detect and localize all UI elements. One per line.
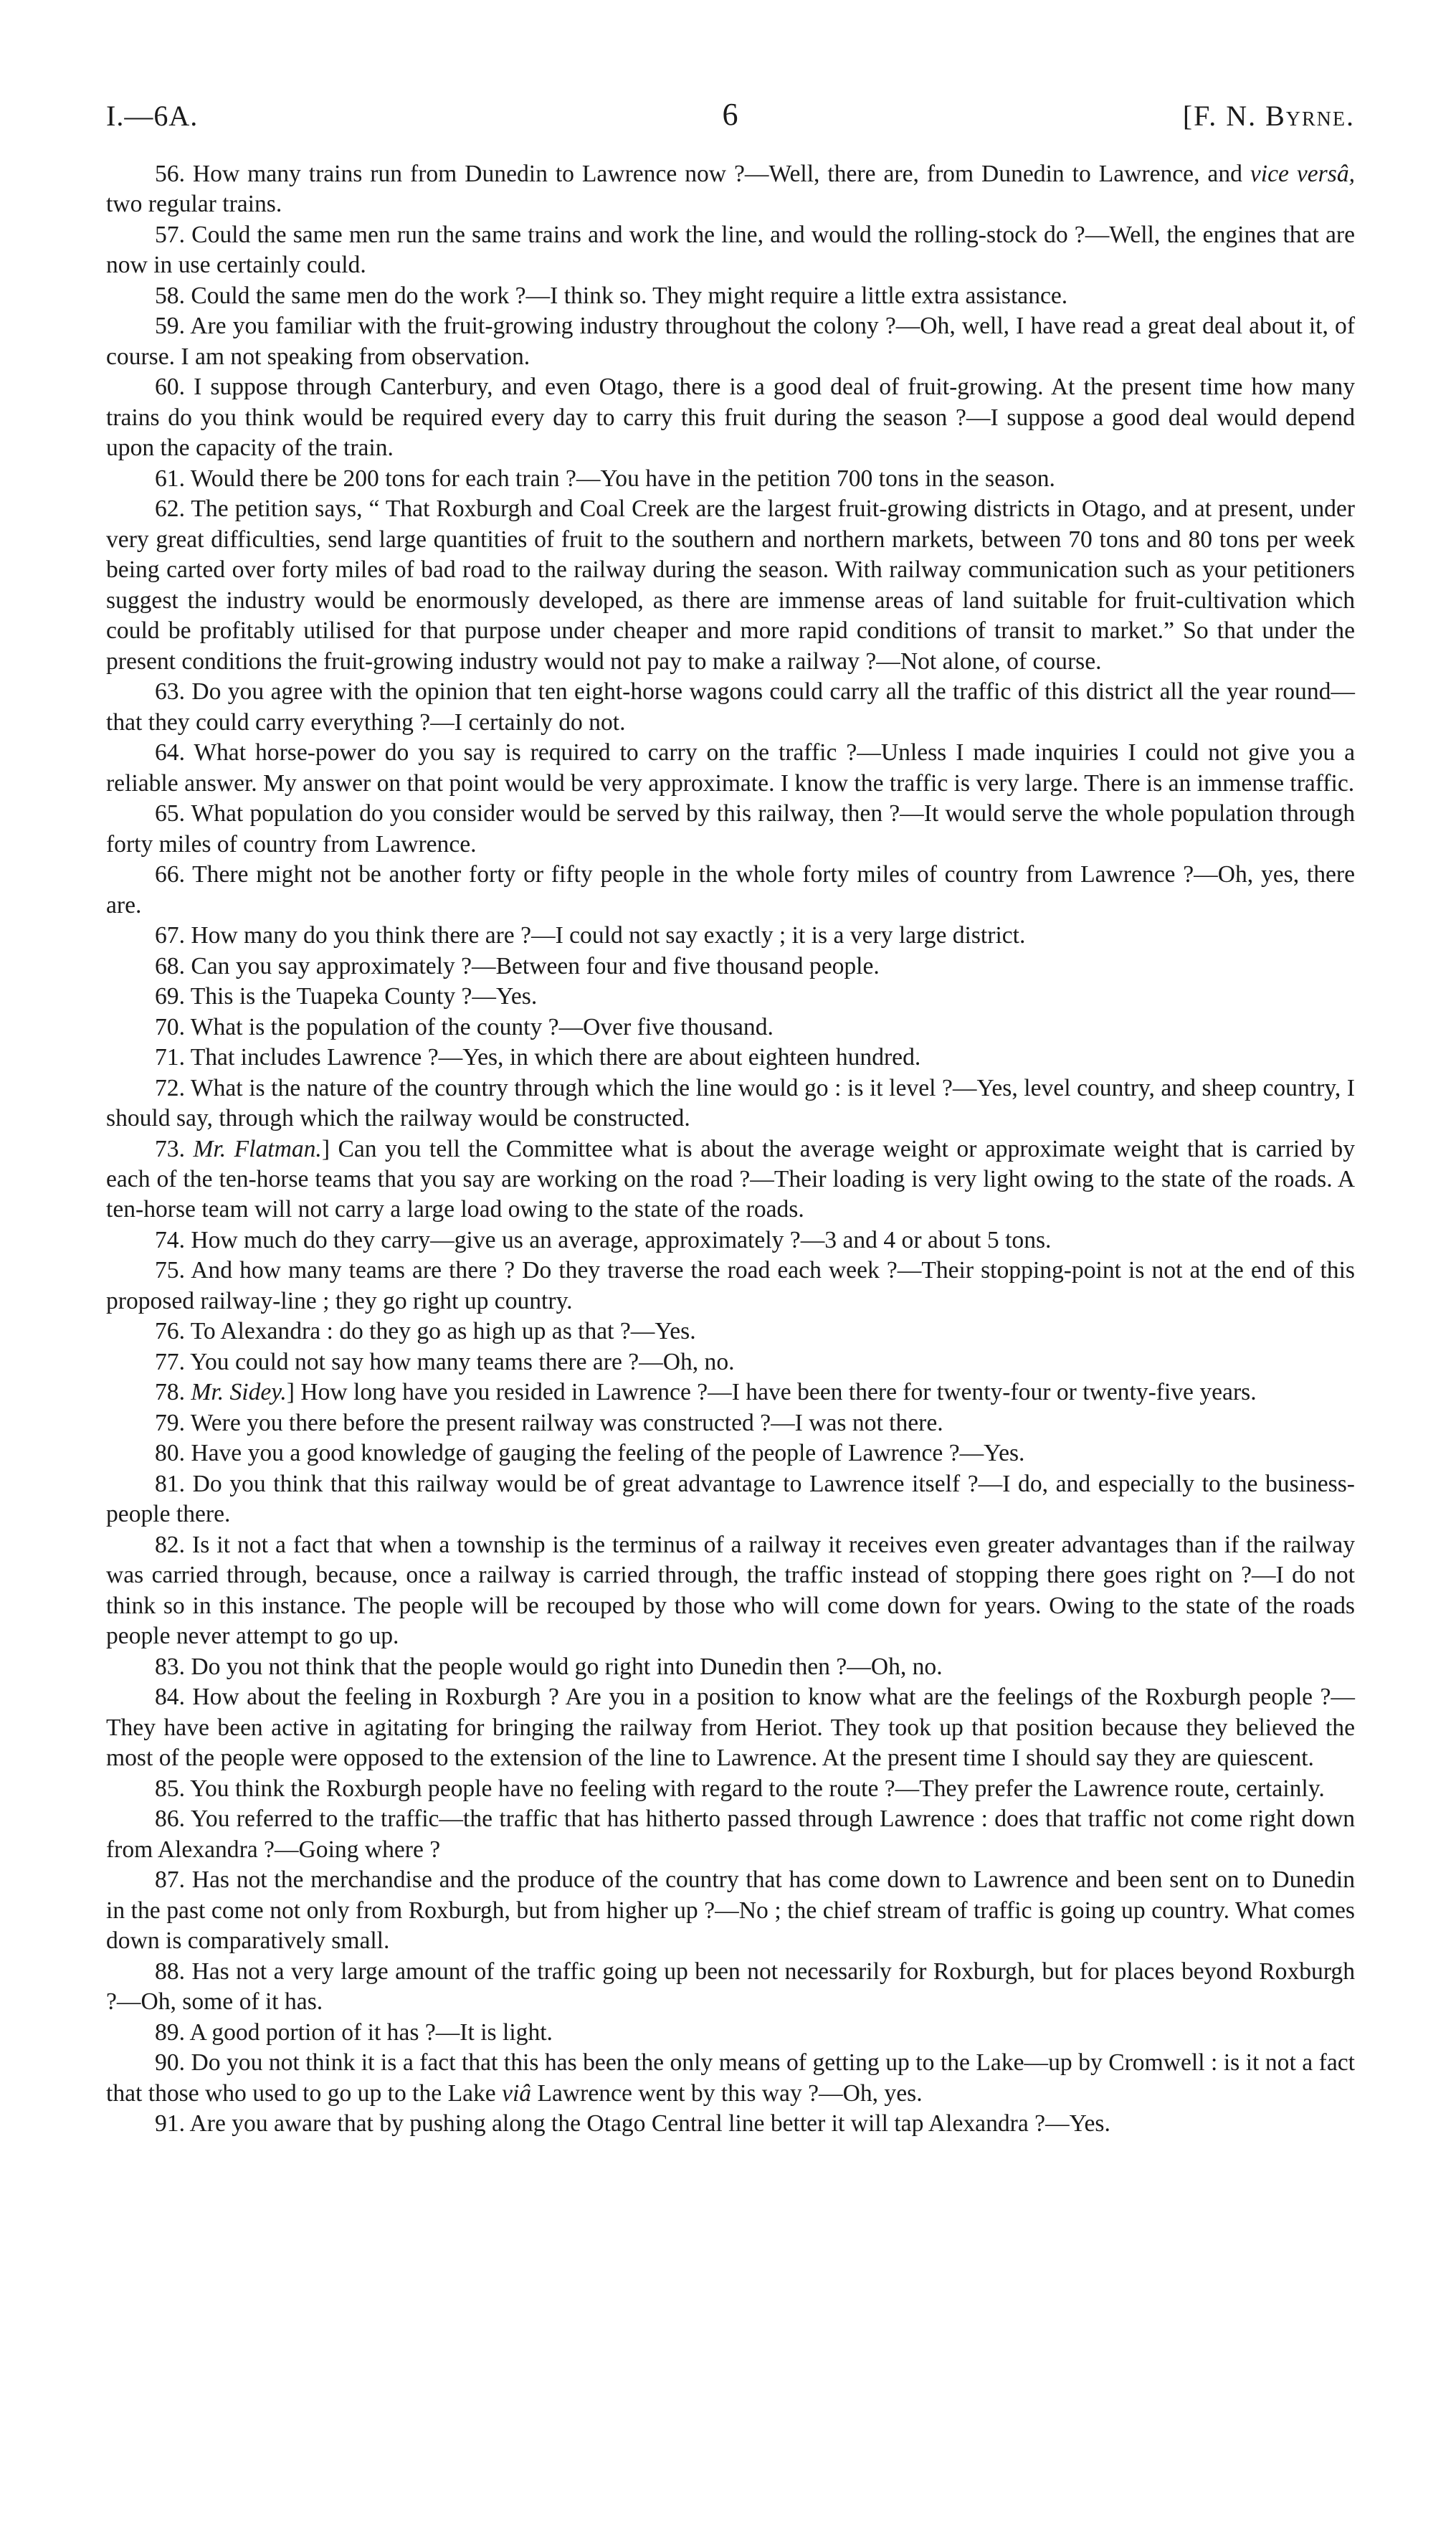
paragraph-text: 57. Could the same men run the same trains and work the line, and would the rolling-stock do ?—Well, the engines that are now in use certainly could.	[106, 221, 1355, 279]
italic-text: Mr. Flatman.	[193, 1135, 322, 1162]
paragraph-text: 86. You referred to the traffic—the traffic that has hitherto passed through Lawrence : does that traffic not come right down from Alexandra ?—Going where ?	[106, 1806, 1355, 1863]
paragraph-text: 70. What is the population of the county ?—Over five thousand.	[155, 1013, 774, 1040]
paragraph-text: 88. Has not a very large amount of the traffic going up been not necessarily for Roxburgh, but for places beyond Roxburgh ?—Oh, some of it has.	[106, 1958, 1355, 2016]
question-answer-paragraph	[106, 159, 1355, 220]
question-answer-paragraph	[106, 921, 1355, 951]
paragraph-text: 79. Were you there before the present railway was constructed ?—I was not there.	[155, 1409, 943, 1436]
question-answer-paragraph	[106, 860, 1355, 921]
page-number: 6	[722, 97, 739, 132]
question-answer-paragraph	[106, 1316, 1355, 1347]
paragraph-text: two regular trains.	[106, 191, 282, 218]
paragraph-text: 69. This is the Tuapeka County ?—Yes.	[155, 983, 538, 1010]
question-answer-paragraph	[106, 1865, 1355, 1956]
paragraph-text: 90. Do you not think it is a fact that this has been the only means of getting up to the Lake—up by Cromwell : is it not a fact that those who used to go up to the Lake	[106, 2049, 1355, 2107]
question-answer-paragraph	[106, 1043, 1355, 1073]
paragraph-text: 87. Has not the merchandise and the produce of the country that has come down to Lawrence and been sent on to Dunedin in the past come not only from Roxburgh, but from higher up ?—No ; the chief stream of traffic is going up country. What comes down is comparatively small.	[106, 1866, 1355, 1955]
paragraph-text: 74. How much do they carry—give us an average, approximately ?—3 and 4 or about 5 tons.	[155, 1226, 1052, 1253]
paragraph-text: Lawrence went by this way ?—Oh, yes.	[531, 2079, 923, 2107]
paragraph-text: 72. What is the nature of the country through which the line would go : is it level ?—Yes, level country, and sheep country, I should say, through which the railway would be constructed.	[106, 1074, 1355, 1132]
document-page	[106, 93, 1355, 2139]
paragraph-text: 62. The petition says, “ That Roxburgh and Coal Creek are the largest fruit-growing districts in Otago, and at present, under very great difficulties, send large quantities of fruit to the southern and northern markets, between 70 tons and 80 tons per week being carted over forty miles of bad road to the railway during the season. With railway communication such as your petitioners suggest the industry would be enormously developed, as there are immense areas of land suitable for fruit-cultivation which could be profitably utilised for that purpose under cheaper and more rapid conditions of transit to market.” So that under the present conditions the fruit-growing industry would not pay to make a railway ?—Not alone, of course.	[106, 495, 1355, 675]
paragraph-text: 91. Are you aware that by pushing along the Otago Central line better it will tap Alexandra ?—Yes.	[155, 2110, 1110, 2137]
question-answer-paragraph	[106, 1134, 1355, 1225]
paragraph-text: 66. There might not be another forty or fifty people in the whole forty miles of country from Lawrence ?—Oh, yes, there are.	[106, 861, 1355, 919]
paragraph-text: 60. I suppose through Canterbury, and even Otago, there is a good deal of fruit-growing. At the present time how many trains do you think would be required every day to carry this fruit during the season ?—I suppose a good deal would depend upon the capacity of the train.	[106, 374, 1355, 462]
question-answer-paragraph	[106, 1530, 1355, 1652]
question-answer-paragraph	[106, 2018, 1355, 2048]
paragraph-text: 80. Have you a good knowledge of gauging the feeling of the people of Lawrence ?—Yes.	[155, 1440, 1025, 1467]
evidence-text	[106, 159, 1355, 2139]
question-answer-paragraph	[106, 2048, 1355, 2109]
question-answer-paragraph	[106, 1774, 1355, 1804]
question-answer-paragraph	[106, 1652, 1355, 1682]
question-answer-paragraph	[106, 677, 1355, 738]
question-answer-paragraph	[106, 311, 1355, 372]
question-answer-paragraph	[106, 464, 1355, 494]
question-answer-paragraph	[106, 1012, 1355, 1043]
paragraph-text: 89. A good portion of it has ?—It is light.	[155, 2018, 553, 2046]
question-answer-paragraph	[106, 372, 1355, 463]
question-answer-paragraph	[106, 1073, 1355, 1134]
paragraph-text: 71. That includes Lawrence ?—Yes, in which there are about eighteen hundred.	[155, 1044, 921, 1071]
paragraph-text: 75. And how many teams are there ? Do they traverse the road each week ?—Their stopping-point is not at the end of this proposed railway-line ; they go right up country.	[106, 1257, 1355, 1314]
question-answer-paragraph	[106, 1347, 1355, 1377]
question-answer-paragraph	[106, 220, 1355, 281]
question-answer-paragraph	[106, 1256, 1355, 1316]
paragraph-text: 81. Do you think that this railway would be of great advantage to Lawrence itself ?—I do, and especially to the business-people there.	[106, 1470, 1355, 1528]
paragraph-text: 56. How many trains run from Dunedin to Lawrence now ?—Well, there are, from Dunedin to Lawrence, and	[155, 161, 1250, 187]
page-header	[106, 93, 1355, 143]
italic-text: Mr. Sidey.	[191, 1379, 287, 1406]
paragraph-text: 68. Can you say approximately ?—Between four and five thousand people.	[155, 952, 880, 979]
paragraph-text: 84. How about the feeling in Roxburgh ? Are you in a position to know what are the feelings of the Roxburgh people ?—They have been active in agitating for bringing the railway from Heriot. They took up that position because they believed the most of the people were opposed to the extension of the line to Lawrence. At the present time I should say they are quiescent.	[106, 1684, 1355, 1772]
paragraph-text: 83. Do you not think that the people would go right into Dunedin then ?—Oh, no.	[155, 1653, 943, 1680]
paragraph-text: 65. What population do you consider would be served by this railway, then ?—It would serve the whole population through forty miles of country from Lawrence.	[106, 800, 1355, 858]
question-answer-paragraph	[106, 2109, 1355, 2139]
paragraph-text: 85. You think the Roxburgh people have no feeling with regard to the route ?—They prefer the Lawrence route, certainly.	[155, 1775, 1325, 1802]
question-answer-paragraph	[106, 952, 1355, 982]
italic-text: viâ	[502, 2079, 532, 2107]
question-answer-paragraph	[106, 799, 1355, 860]
question-answer-paragraph	[106, 494, 1355, 677]
paragraph-text: 77. You could not say how many teams there are ?—Oh, no.	[155, 1348, 735, 1375]
paragraph-text: 59. Are you familiar with the fruit-growing industry throughout the colony ?—Oh, well, I have read a great deal about it, of course. I am not speaking from observation.	[106, 313, 1355, 370]
paragraph-text: 82. Is it not a fact that when a township is the terminus of a railway it receives even greater advantages than if the railway was carried through, because, once a railway is carried through, the traffic instead of stopping there goes right on ?—I do not think so in this instance. The people will be recouped by those who will come down for years. Owing to the state of the roads people never attempt to go up.	[106, 1531, 1355, 1650]
paragraph-text: 58. Could the same men do the work ?—I think so. They might require a little extra assistance.	[155, 282, 1068, 309]
question-answer-paragraph	[106, 1804, 1355, 1865]
paragraph-text: 73.	[155, 1135, 194, 1162]
paragraph-text: 78.	[155, 1379, 191, 1406]
question-answer-paragraph	[106, 982, 1355, 1012]
question-answer-paragraph	[106, 1469, 1355, 1530]
paragraph-text: 67. How many do you think there are ?—I could not say exactly ; it is a very large district.	[155, 922, 1026, 949]
question-answer-paragraph	[106, 1408, 1355, 1438]
question-answer-paragraph	[106, 1438, 1355, 1469]
question-answer-paragraph	[106, 1682, 1355, 1773]
paragraph-text: 63. Do you agree with the opinion that ten eight-horse wagons could carry all the traffic of this district all the year round—that they could carry everything ?—I certainly do not.	[106, 678, 1355, 736]
question-answer-paragraph	[106, 281, 1355, 311]
paragraph-text: 61. Would there be 200 tons for each train ?—You have in the petition 700 tons in the season.	[155, 465, 1055, 492]
italic-text: vice versâ,	[1250, 161, 1355, 187]
question-answer-paragraph	[106, 1225, 1355, 1256]
document-reference: I.—6A.	[106, 100, 199, 132]
paragraph-text: ] How long have you resided in Lawrence ?—I have been there for twenty-four or twenty-five years.	[286, 1379, 1257, 1406]
paragraph-text: 64. What horse-power do you say is required to carry on the traffic ?—Unless I made inquiries I could not give you a reliable answer. My answer on that point would be very approximate. I know the traffic is very large. There is an immense traffic.	[106, 739, 1355, 797]
paragraph-text: ] Can you tell the Committee what is about the average weight or approximate weight that is carried by each of the ten-horse teams that you say are working on the road ?—Their loading is very light owing to the state of the roads. A ten-horse team will not carry a large load owing to the state of the roads.	[106, 1135, 1355, 1223]
witness-name: [F. N. Byrne.	[1182, 100, 1355, 132]
question-answer-paragraph	[106, 1377, 1355, 1408]
question-answer-paragraph	[106, 738, 1355, 799]
paragraph-text: 76. To Alexandra : do they go as high up as that ?—Yes.	[155, 1318, 696, 1345]
question-answer-paragraph	[106, 1957, 1355, 2018]
